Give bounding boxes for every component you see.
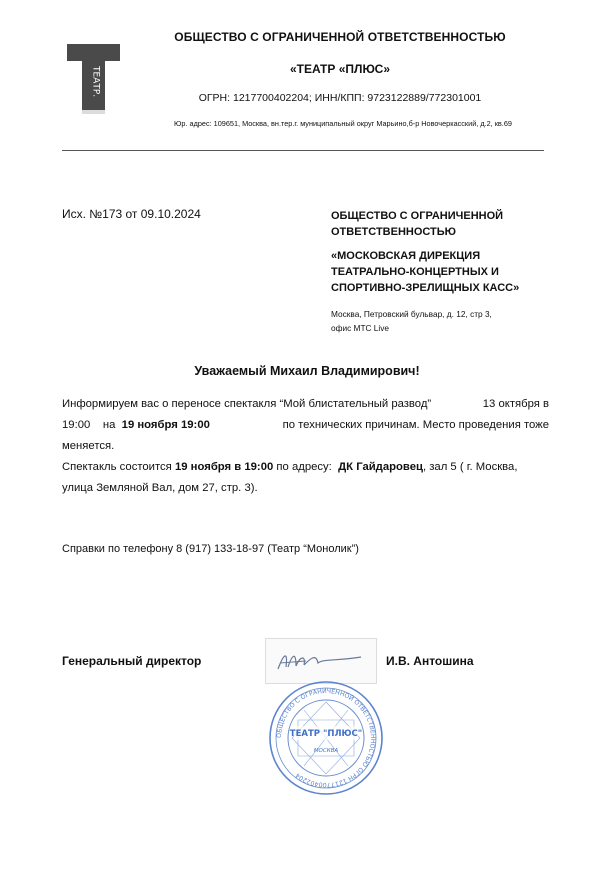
p2-text-d: улица Земляной Вал, дом 27, стр. 3). bbox=[62, 482, 258, 494]
header-divider bbox=[62, 150, 544, 151]
paragraph-2 bbox=[62, 457, 549, 499]
recipient-address bbox=[331, 307, 551, 335]
logo-text: ТЕАТР. bbox=[90, 66, 101, 98]
reference-phone: Справки по телефону 8 (917) 133-18-97 (Театр “Монолик”) bbox=[62, 543, 359, 555]
signatory-title: Генеральный директор bbox=[62, 654, 202, 668]
handwritten-signature bbox=[265, 638, 377, 684]
company-seal-stamp bbox=[268, 680, 384, 796]
recipient-line-1: ОБЩЕСТВО С ОГРАНИЧЕННОЙ ОТВЕТСТВЕННОСТЬЮ bbox=[331, 210, 504, 238]
stamp-city: МОСКВА bbox=[313, 748, 339, 754]
recipient-line-2: «МОСКОВСКАЯ ДИРЕКЦИЯ ТЕАТРАЛЬНО-КОНЦЕРТНЫХ И СПОРТИВНО-ЗРЕЛИЩНЫХ КАСС» bbox=[331, 250, 520, 294]
p1-text-f: меняется. bbox=[62, 440, 115, 452]
recipient-block bbox=[331, 208, 551, 296]
p1-text-d: на bbox=[102, 419, 116, 431]
p1-text-c: 19:00 bbox=[62, 419, 91, 431]
recipient-address-line-1: Москва, Петровский бульвар, д. 12, стр 3, bbox=[331, 309, 492, 319]
signatory-name: И.В. Антошина bbox=[386, 654, 474, 668]
letter-body bbox=[62, 394, 549, 499]
stamp-ring-text: ОБЩЕСТВО С ОГРАНИЧЕННОЙ ОТВЕТСТВЕННОСТЬЮ ОГРН 1217700402204 bbox=[275, 687, 377, 789]
p2-text-b: по адресу: bbox=[276, 461, 332, 473]
org-name: ОБЩЕСТВО С ОГРАНИЧЕННОЙ ОТВЕТСТВЕННОСТЬЮ bbox=[174, 30, 506, 44]
p2-date: 19 ноября в 19:00 bbox=[174, 461, 274, 473]
p1-text-b: 13 октября в bbox=[482, 398, 549, 410]
p2-venue: ДК Гайдаровец bbox=[338, 461, 423, 473]
paragraph-1 bbox=[62, 394, 549, 457]
p2-text-a: Спектакль состоится bbox=[62, 461, 172, 473]
org-quote: «ТЕАТР «ПЛЮС» bbox=[289, 62, 391, 76]
stamp-center-text: ТЕАТР "ПЛЮС" bbox=[289, 729, 363, 739]
p1-new-date: 19 ноября 19:00 bbox=[121, 419, 210, 431]
org-ogrn: ОГРН: 1217700402204; ИНН/КПП: 9723122889/772301001 bbox=[198, 92, 482, 104]
org-address: Юр. адрес: 109651, Москва, вн.тер.г. муниципальный округ Марьино,б-р Новочеркасский, д.2, кв.69 bbox=[174, 119, 512, 128]
p1-text-e: по технических причинам. Место проведения тоже bbox=[282, 419, 549, 431]
theatre-logo bbox=[67, 44, 120, 120]
outgoing-number: Исх. №173 от 09.10.2024 bbox=[62, 207, 201, 221]
p1-text-a: Информируем вас о переносе спектакля “Мой блистательный развод” bbox=[62, 398, 432, 410]
greeting: Уважаемый Михаил Владимирович! bbox=[194, 364, 420, 378]
p2-text-c: , зал 5 ( г. Москва, bbox=[422, 461, 518, 473]
recipient-address-line-2: офис МТС Live bbox=[331, 323, 390, 333]
